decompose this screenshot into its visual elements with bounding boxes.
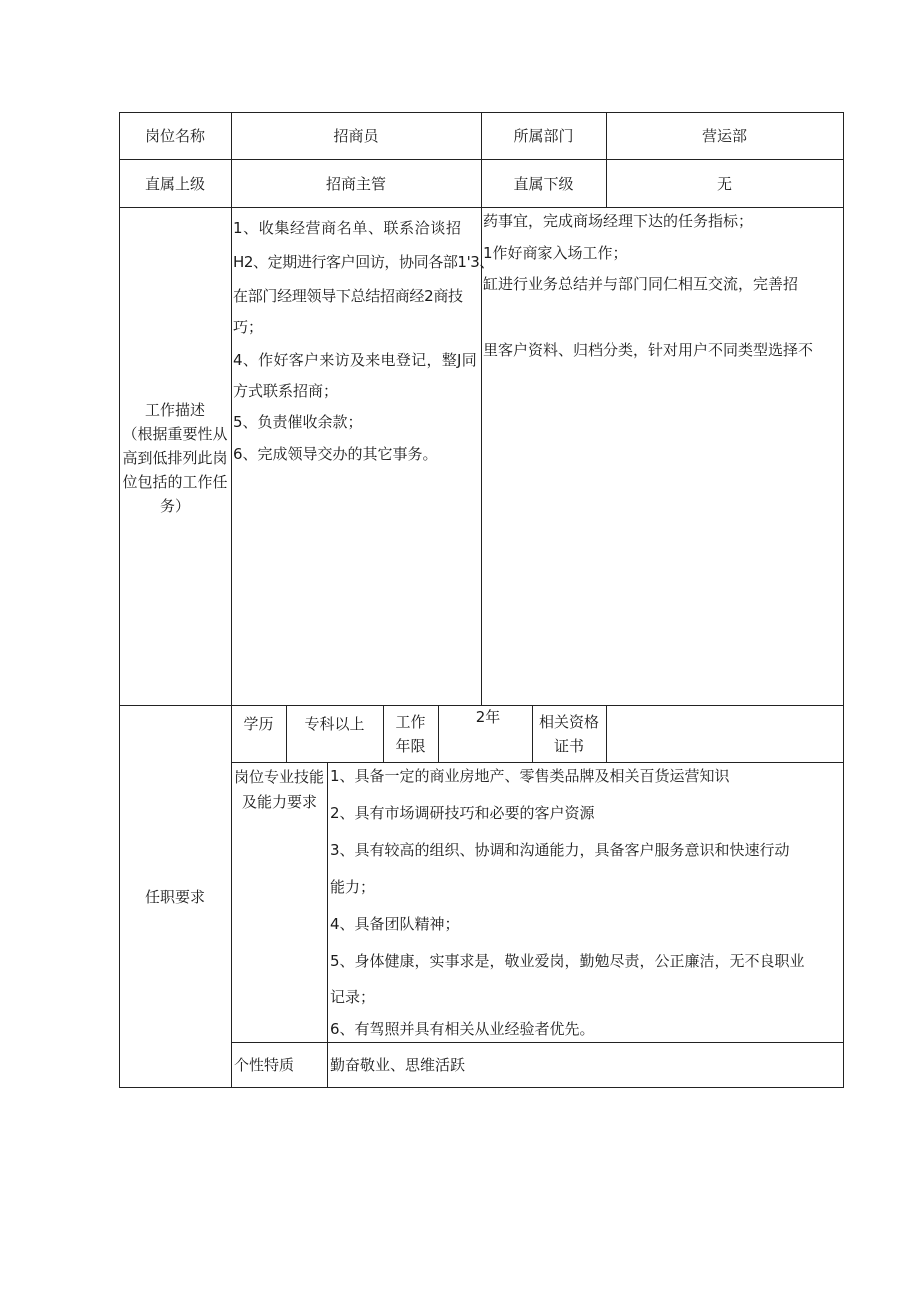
row-divider-5 — [231, 1042, 844, 1043]
skill-line: 能力； — [330, 878, 376, 896]
position-name-value: 招商员 — [333, 127, 379, 145]
table-border-right — [843, 112, 844, 1088]
subordinate-label: 直属下级 — [513, 175, 574, 193]
col-divider-edu-5 — [606, 705, 607, 762]
duty-line: 5、负责催收余款； — [233, 413, 363, 431]
skill-line: 3、具有较高的组织、协调和沟通能力，具备客户服务意识和快速行动 — [330, 841, 790, 859]
work-description-label-line: 高到低排列此岗 — [122, 449, 228, 467]
work-years-label: 工作 — [395, 713, 426, 731]
skill-line: 1、具备一定的商业房地产、零售类品牌及相关百货运营知识 — [330, 767, 730, 785]
skill-line: 2、具有市场调研技巧和必要的客户资源 — [330, 804, 595, 822]
skill-line: 5、身体健康，实事求是，敬业爱岗，勤勉尽责，公正廉洁，无不良职业 — [330, 952, 805, 970]
skills-label: 岗位专业技能 — [234, 768, 325, 786]
work-description-label-line: 工作描述 — [144, 401, 205, 419]
table-border-left — [119, 112, 120, 1088]
department-value: 营运部 — [701, 127, 747, 145]
row-divider-4 — [231, 762, 844, 763]
work-description-label-line: 务） — [159, 497, 190, 515]
col-divider-a — [231, 112, 232, 1088]
work-years-label: 年限 — [395, 737, 426, 755]
duty-line: 在部门经理领导下总结招商经2商技 — [233, 287, 463, 305]
skills-label: 及能力要求 — [242, 793, 318, 811]
duty-line: H2、定期进行客户回访，协同各部1'3、 — [233, 253, 495, 271]
personality-value: 勤奋敬业、思维活跃 — [330, 1056, 466, 1074]
requirements-label: 任职要求 — [144, 888, 205, 906]
work-years-value: 2年 — [475, 708, 501, 726]
duty-line: 1、收集经营商名单、联系洽谈招 — [233, 219, 462, 237]
table-border-bottom — [119, 1087, 844, 1088]
work-description-label-line: （根据重要性从 — [122, 425, 228, 443]
duty-line: 4、作好客户来访及来电登记，整J同 — [233, 351, 478, 369]
duty-line: 里客户资料、归档分类，针对用户不同类型选择不 — [483, 341, 814, 359]
education-label: 学历 — [243, 715, 274, 733]
duty-line: 药事宜，完成商场经理下达的任务指标； — [483, 212, 754, 230]
superior-label: 直属上级 — [144, 175, 205, 193]
work-description-label-line: 位包括的工作任 — [122, 473, 228, 491]
certificate-label: 证书 — [553, 737, 584, 755]
work-description-label — [119, 398, 231, 518]
subordinate-value: 无 — [716, 175, 732, 193]
col-divider-b — [481, 112, 482, 705]
duty-line: 方式联系招商； — [233, 382, 339, 400]
skill-line: 6、有驾照并具有相关从业经验者优先。 — [330, 1020, 595, 1038]
row-divider-3 — [119, 705, 844, 706]
superior-value: 招商主管 — [325, 175, 386, 193]
duty-line: 6、完成领导交办的其它事务。 — [233, 445, 438, 463]
personality-label: 个性特质 — [234, 1056, 295, 1074]
education-value: 专科以上 — [304, 715, 365, 733]
skill-line: 4、具备团队精神； — [330, 915, 460, 933]
col-divider-skills — [327, 762, 328, 1088]
duty-line: 1作好商家入场工作； — [483, 244, 628, 262]
position-name-label: 岗位名称 — [144, 127, 205, 145]
certificate-label: 相关资格 — [538, 713, 599, 731]
skill-line: 记录； — [330, 988, 376, 1006]
duty-line: 巧； — [233, 318, 264, 336]
department-label: 所属部门 — [513, 127, 574, 145]
duty-line: 缸进行业务总结并与部门同仁相互交流，完善招 — [483, 275, 799, 293]
